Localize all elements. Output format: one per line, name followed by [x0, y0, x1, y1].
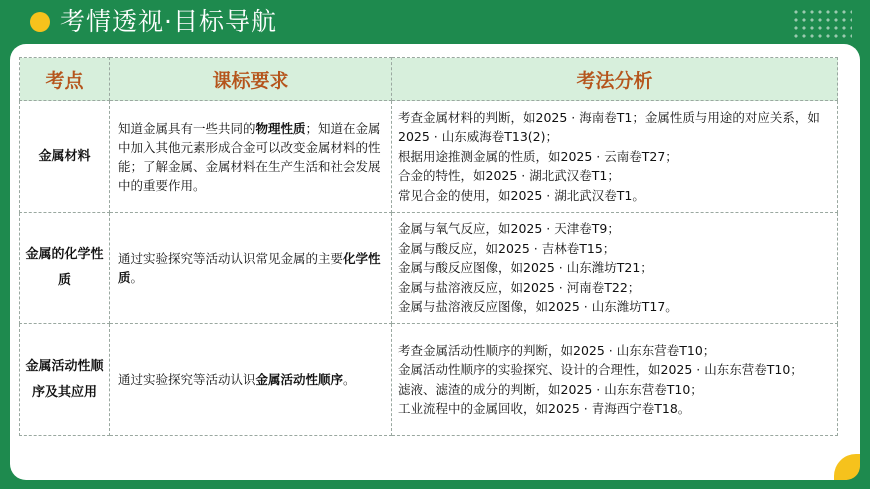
topic-cell: 金属材料 — [20, 101, 110, 213]
requirement-text: 。 — [130, 270, 144, 285]
exam-analysis-table — [19, 57, 838, 436]
analysis-item: 金属与盐溶液反应，如2025 · 河南卷T22； — [398, 279, 641, 295]
requirement-text: 知道金属具有一些共同的 — [118, 120, 256, 136]
requirement-keyword: 金属活动性顺序 — [255, 372, 344, 387]
dot-pattern-icon — [792, 8, 852, 38]
requirement-cell — [110, 213, 392, 324]
analysis-item: 金属与酸反应图像，如2025 · 山东潍坊T21； — [398, 260, 653, 276]
analysis-item: 考查金属活动性顺序的判断，如2025 · 山东东营卷T10； — [398, 342, 716, 358]
analysis-item: 金属与盐溶液反应图像，如2025 · 山东潍坊T17。 — [398, 299, 678, 315]
analysis-cell — [392, 324, 838, 436]
column-header-analysis: 考法分析 — [392, 58, 838, 101]
page-title: 考情透视·目标导航 — [60, 7, 277, 36]
header-bar — [0, 0, 870, 44]
analysis-cell — [392, 213, 838, 324]
topic-cell: 金属的化学性质 — [20, 213, 110, 324]
analysis-item: 根据用途推测金属的性质，如2025 · 云南卷T27； — [398, 148, 678, 164]
requirement-cell — [110, 324, 392, 436]
analysis-item: 金属与酸反应，如2025 · 吉林卷T15； — [398, 240, 616, 256]
analysis-item: 合金的特性，如2025 · 湖北武汉卷T1； — [398, 168, 620, 184]
requirement-text: 通过实验探究等活动认识 — [118, 372, 256, 387]
table-row — [20, 213, 838, 324]
analysis-item: 常见合金的使用，如2025 · 湖北武汉卷T1。 — [398, 187, 645, 203]
analysis-cell — [392, 101, 838, 213]
analysis-item: 金属与氧气反应，如2025 · 天津卷T9； — [398, 221, 620, 237]
corner-decoration — [834, 454, 860, 480]
table-header-row — [20, 58, 838, 101]
requirement-text: 。 — [343, 372, 356, 387]
topic-cell: 金属活动性顺序及其应用 — [20, 324, 110, 436]
requirement-keyword: 物理性质 — [255, 120, 306, 136]
column-header-topic: 考点 — [20, 58, 110, 101]
column-header-requirement: 课标要求 — [110, 58, 392, 101]
analysis-item: 工业流程中的金属回收，如2025 · 青海西宁卷T18。 — [398, 401, 691, 416]
requirement-text: ；知道在金属中加入其他元素形成合金可以改变金属材料的性能；了解金属、金属材料在生产生活和社会发展中的重要作用。 — [118, 120, 381, 193]
requirement-text: 通过实验探究等活动认识常见金属的主要 — [118, 251, 344, 266]
requirement-cell — [110, 101, 392, 213]
analysis-item: 滤液、滤渣的成分的判断，如2025 · 山东东营卷T10； — [398, 381, 703, 397]
analysis-item: 金属活动性顺序的实验探究、设计的合理性，如2025 · 山东东营卷T10； — [398, 362, 803, 377]
table-row — [20, 324, 838, 436]
analysis-item: 考查金属材料的判断，如2025 · 海南卷T1；金属性质与用途的对应关系，如2025 · 山东威海卷T13(2)； — [398, 109, 820, 145]
requirement-keyword: 化学性质 — [118, 251, 381, 285]
title-bullet-icon — [30, 12, 50, 32]
table-row — [20, 101, 838, 213]
